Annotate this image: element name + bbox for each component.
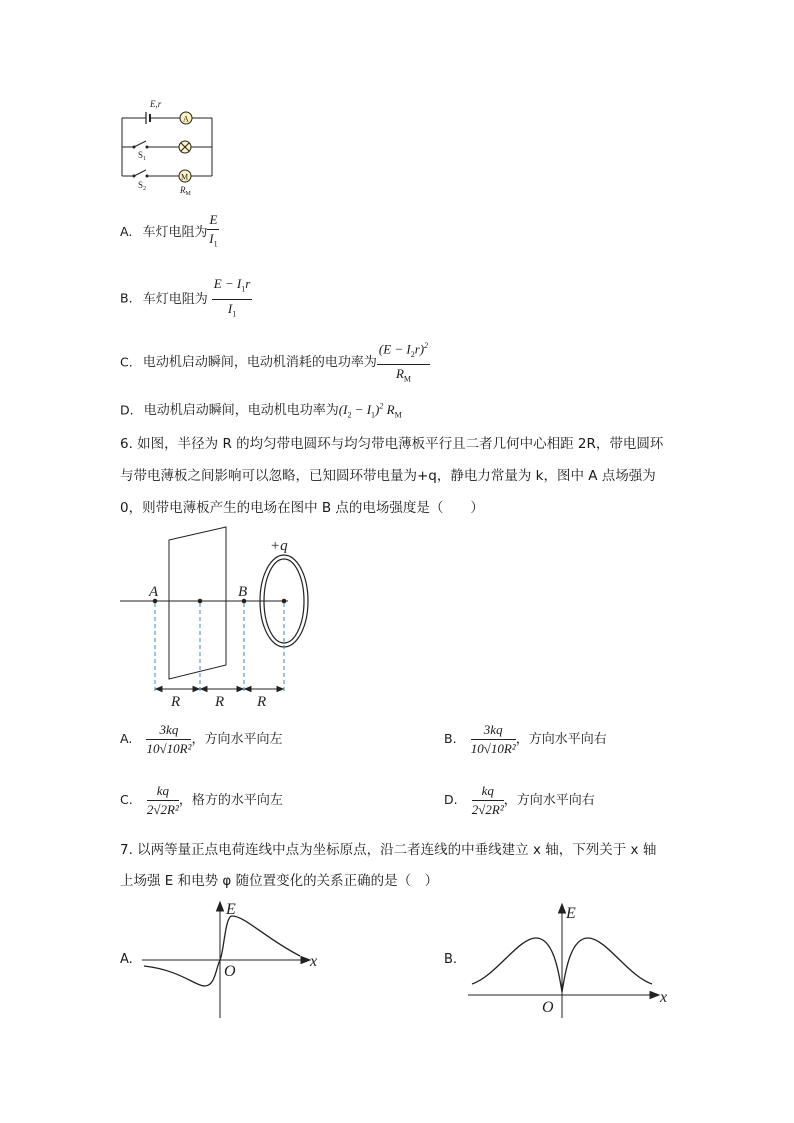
option-label: C.	[120, 354, 133, 370]
fraction-e-over-i1: $\frac{E}{I_1}$	[209, 212, 218, 249]
battery-label: E,r	[150, 99, 162, 109]
q6-figure	[118, 525, 328, 710]
option-text: 车灯电阻为	[142, 224, 208, 240]
option-text: ，方向水平向右	[503, 793, 595, 808]
switch2-label: $S_2$	[138, 180, 147, 192]
option-label: C.	[120, 792, 133, 807]
charge-label: +q	[270, 538, 288, 554]
graph-a-origin-label: O	[224, 963, 236, 980]
graph-a-y-label: E	[226, 901, 236, 918]
point-a-label: A	[149, 584, 159, 600]
motor-label: M	[181, 172, 189, 182]
graph-b-y-label: E	[566, 905, 576, 922]
q7-graph-a	[140, 898, 330, 1022]
q7-line-1: 7. 以两等量正点电荷连线中点为坐标原点，沿二者连线的中垂线建立 x 轴，下列关于 x 轴	[120, 842, 657, 858]
q5-option-d	[120, 398, 402, 425]
q7-graph-b	[466, 898, 676, 1022]
q7-option-a-label: A.	[120, 952, 133, 967]
q7-option-b-label: B.	[444, 952, 458, 967]
ammeter-label: A	[183, 114, 189, 124]
q6-option-c	[120, 783, 283, 818]
graph-a-x-label: x	[310, 953, 318, 970]
option-fraction: $\frac{3kq}{\text{10√10R²}}$	[146, 722, 192, 756]
q5-option-c	[120, 338, 430, 388]
option-text: 电动机启动瞬间，电动机消耗的电功率为	[142, 355, 377, 371]
fraction-e-minus-i1r: $\frac{E - I_1r}{I_1}$	[213, 276, 251, 319]
distance-r-3: R	[257, 694, 267, 710]
option-fraction: $\frac{3kq}{\text{10√10R²}}$	[470, 722, 516, 756]
q6-option-a	[120, 722, 282, 757]
option-text: ，方向水平向左	[191, 732, 283, 747]
q5-option-a	[120, 212, 219, 253]
distance-r-1: R	[171, 694, 181, 710]
graph-b-x-label: x	[660, 989, 668, 1006]
q6-line-3: 0，则带电薄板产生的电场在图中 B 点的电场强度是（ ）	[120, 500, 484, 516]
option-text: 电动机启动瞬间，电动机电功率为	[143, 403, 339, 419]
point-b-label: B	[238, 584, 248, 600]
q6-option-d	[444, 783, 595, 818]
option-label: B.	[444, 731, 457, 746]
option-label: D.	[444, 792, 458, 807]
option-text: ，格方的水平向左	[178, 793, 283, 808]
distance-r-2: R	[215, 694, 225, 710]
option-label: A.	[120, 223, 133, 239]
option-label: D.	[120, 402, 134, 418]
option-label: B.	[120, 290, 133, 306]
option-fraction: $\frac{kq}{\text{2√2R²}}$	[146, 783, 179, 817]
formula-d: $(I_2 - I_1)^2$ $R_M$	[338, 402, 402, 420]
q6-option-b	[444, 722, 607, 757]
q5-option-b	[120, 276, 252, 322]
option-text: ，方向水平向右	[515, 732, 607, 747]
motor-resistance-label: $R_M$	[180, 185, 191, 196]
graph-b-origin-label: O	[542, 999, 554, 1016]
q6-line-2: 与带电薄板之间影响可以忽略，已知圆环带电量为+q，静电力常量为 k，图中 A 点场强为	[120, 468, 656, 484]
option-fraction: $\frac{kq}{\text{2√2R²}}$	[471, 783, 504, 817]
q7-line-2: 上场强 E 和电势 φ 随位置变化的关系正确的是（ ）	[120, 873, 439, 889]
switch1-label: $S_1$	[138, 150, 147, 162]
fraction-power-c: $\frac{(E - I_2r)^2}{R_M}$	[377, 338, 430, 388]
option-text: 车灯电阻为	[142, 291, 208, 307]
circuit-diagram	[112, 96, 222, 196]
option-label: A.	[120, 731, 133, 746]
q6-line-1: 6. 如图，半径为 R 的均匀带电圆环与均匀带电薄板平行且二者几何中心相距 2R，带电圆环	[120, 436, 664, 452]
